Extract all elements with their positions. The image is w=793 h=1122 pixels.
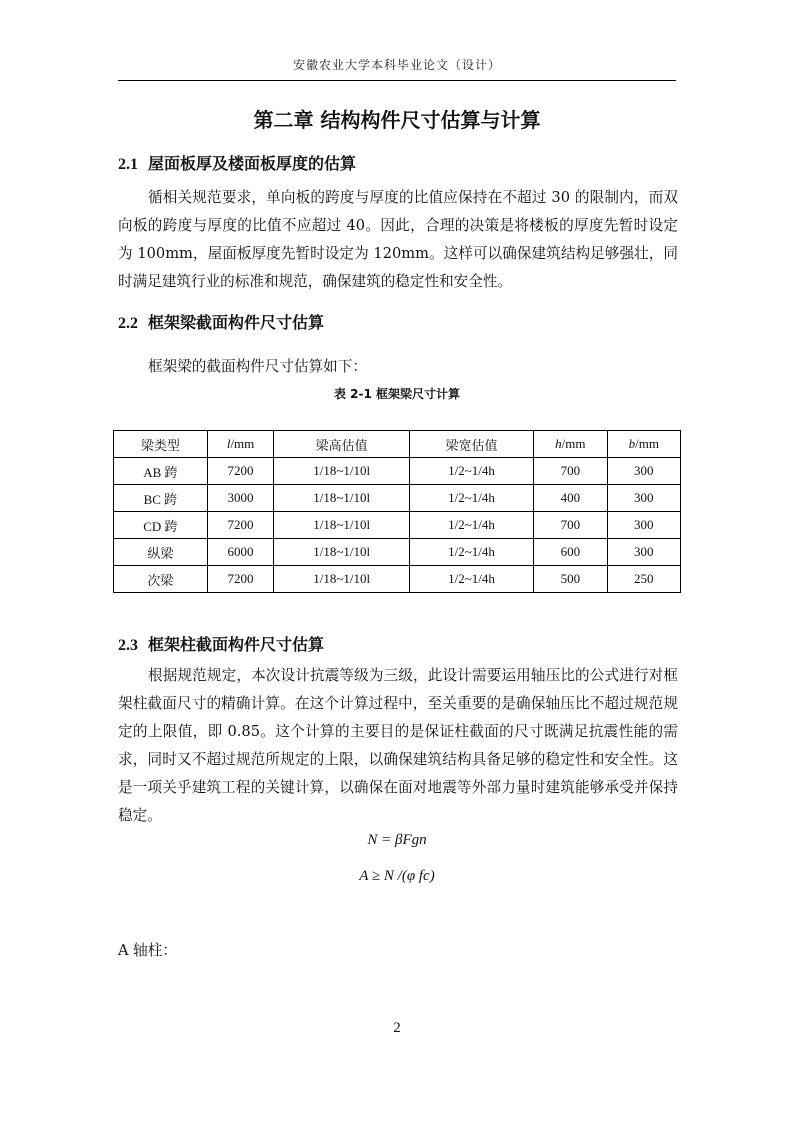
cell-b: 300 [607,512,680,539]
col-beam-type: 梁类型 [114,431,208,458]
cell-l: 7200 [207,458,274,485]
cell-type: AB 跨 [114,458,208,485]
cell-h-est: 1/18~1/10l [274,485,410,512]
cell-b-est: 1/2~1/4h [409,539,533,566]
cell-h: 400 [534,485,607,512]
section-2-2-intro: 框架梁的截面构件尺寸估算如下： [148,358,367,375]
chapter-title: 第二章 结构构件尺寸估算与计算 [253,108,541,132]
b-symbol: b [628,436,636,451]
table-row [114,539,681,566]
col-width: b/mm [607,431,680,458]
cell-l: 6000 [207,539,274,566]
cell-b: 300 [607,485,680,512]
table-header-row [114,431,681,458]
cell-h-est: 1/18~1/10l [274,458,410,485]
table-row [114,512,681,539]
cell-h-est: 1/18~1/10l [274,566,410,593]
cell-l: 3000 [207,485,274,512]
section-2-1-heading [118,151,356,174]
col-span-length: l/mm [207,431,274,458]
cell-b: 300 [607,458,680,485]
cell-b: 250 [607,566,680,593]
cell-type: 次梁 [114,566,208,593]
section-2-3-heading [118,632,324,655]
section-2-2-heading [118,310,324,333]
formula-area: A ≥ N /(φ fc) [359,868,435,884]
table-caption: 表 2-1 框架梁尺寸计算 [333,387,461,401]
cell-type: 纵梁 [114,539,208,566]
cell-type: BC 跨 [114,485,208,512]
section-2-1-paragraph: 循相关规范要求，单向板的跨度与厚度的比值应保持在不超过 30 的限制内，而双向板的跨度与厚度的比值不应超过 40。因此，合理的决策是将楼板的厚度先暂时设定为 100mm，屋面板厚度先暂时设定为 120mm。这样可以确保建筑结构足够强壮，同时满足建筑行业的标准和规范，确保建筑的稳定性和安全性。 [118,189,678,290]
section-number: 2.2 [118,315,138,332]
cell-h: 500 [534,566,607,593]
col-height-estimate: 梁高估值 [274,431,410,458]
section-number: 2.3 [118,637,138,654]
l-symbol: l [226,436,231,451]
cell-h: 700 [534,458,607,485]
section-title: 框架柱截面构件尺寸估算 [148,635,325,654]
h-symbol: h [555,436,562,451]
cell-b-est: 1/2~1/4h [409,458,533,485]
section-number: 2.1 [118,156,138,173]
section-title: 框架梁截面构件尺寸估算 [148,313,325,332]
running-header: 安徽农业大学本科毕业论文（设计） [292,58,501,72]
cell-type: CD 跨 [114,512,208,539]
header-rule [118,80,676,81]
cell-b-est: 1/2~1/4h [409,512,533,539]
col-width-estimate: 梁宽估值 [409,431,533,458]
page-number: 2 [393,1020,401,1036]
axis-a-column-label: A 轴柱： [118,942,177,959]
section-2-3-paragraph: 根据规范规定，本次设计抗震等级为三级，此设计需要运用轴压比的公式进行对框架柱截面尺寸的精确计算。在这个计算过程中，至关重要的是确保轴压比不超过规范规定的上限值，即 0.85。这个计算的主要目的是保证柱截面的尺寸既满足抗震性能的需求，同时又不超过规范所规定的上限，以确保建筑结构具备足够的稳定性和安全性。这是一项关乎建筑工程的关键计算，以确保在面对地震等外部力量时建筑能够承受并保持稳定。 [118,667,678,824]
formula-axial-force: N = βFgn [367,832,427,848]
cell-b-est: 1/2~1/4h [409,566,533,593]
section-title: 屋面板厚及楼面板厚度的估算 [148,154,357,173]
table-row [114,458,681,485]
cell-h-est: 1/18~1/10l [274,539,410,566]
cell-l: 7200 [207,566,274,593]
table-row [114,485,681,512]
cell-h: 700 [534,512,607,539]
cell-h-est: 1/18~1/10l [274,512,410,539]
cell-b: 300 [607,539,680,566]
cell-h: 600 [534,539,607,566]
beam-size-table [113,430,681,593]
cell-l: 7200 [207,512,274,539]
cell-b-est: 1/2~1/4h [409,485,533,512]
col-height: h/mm [534,431,607,458]
table-row [114,566,681,593]
